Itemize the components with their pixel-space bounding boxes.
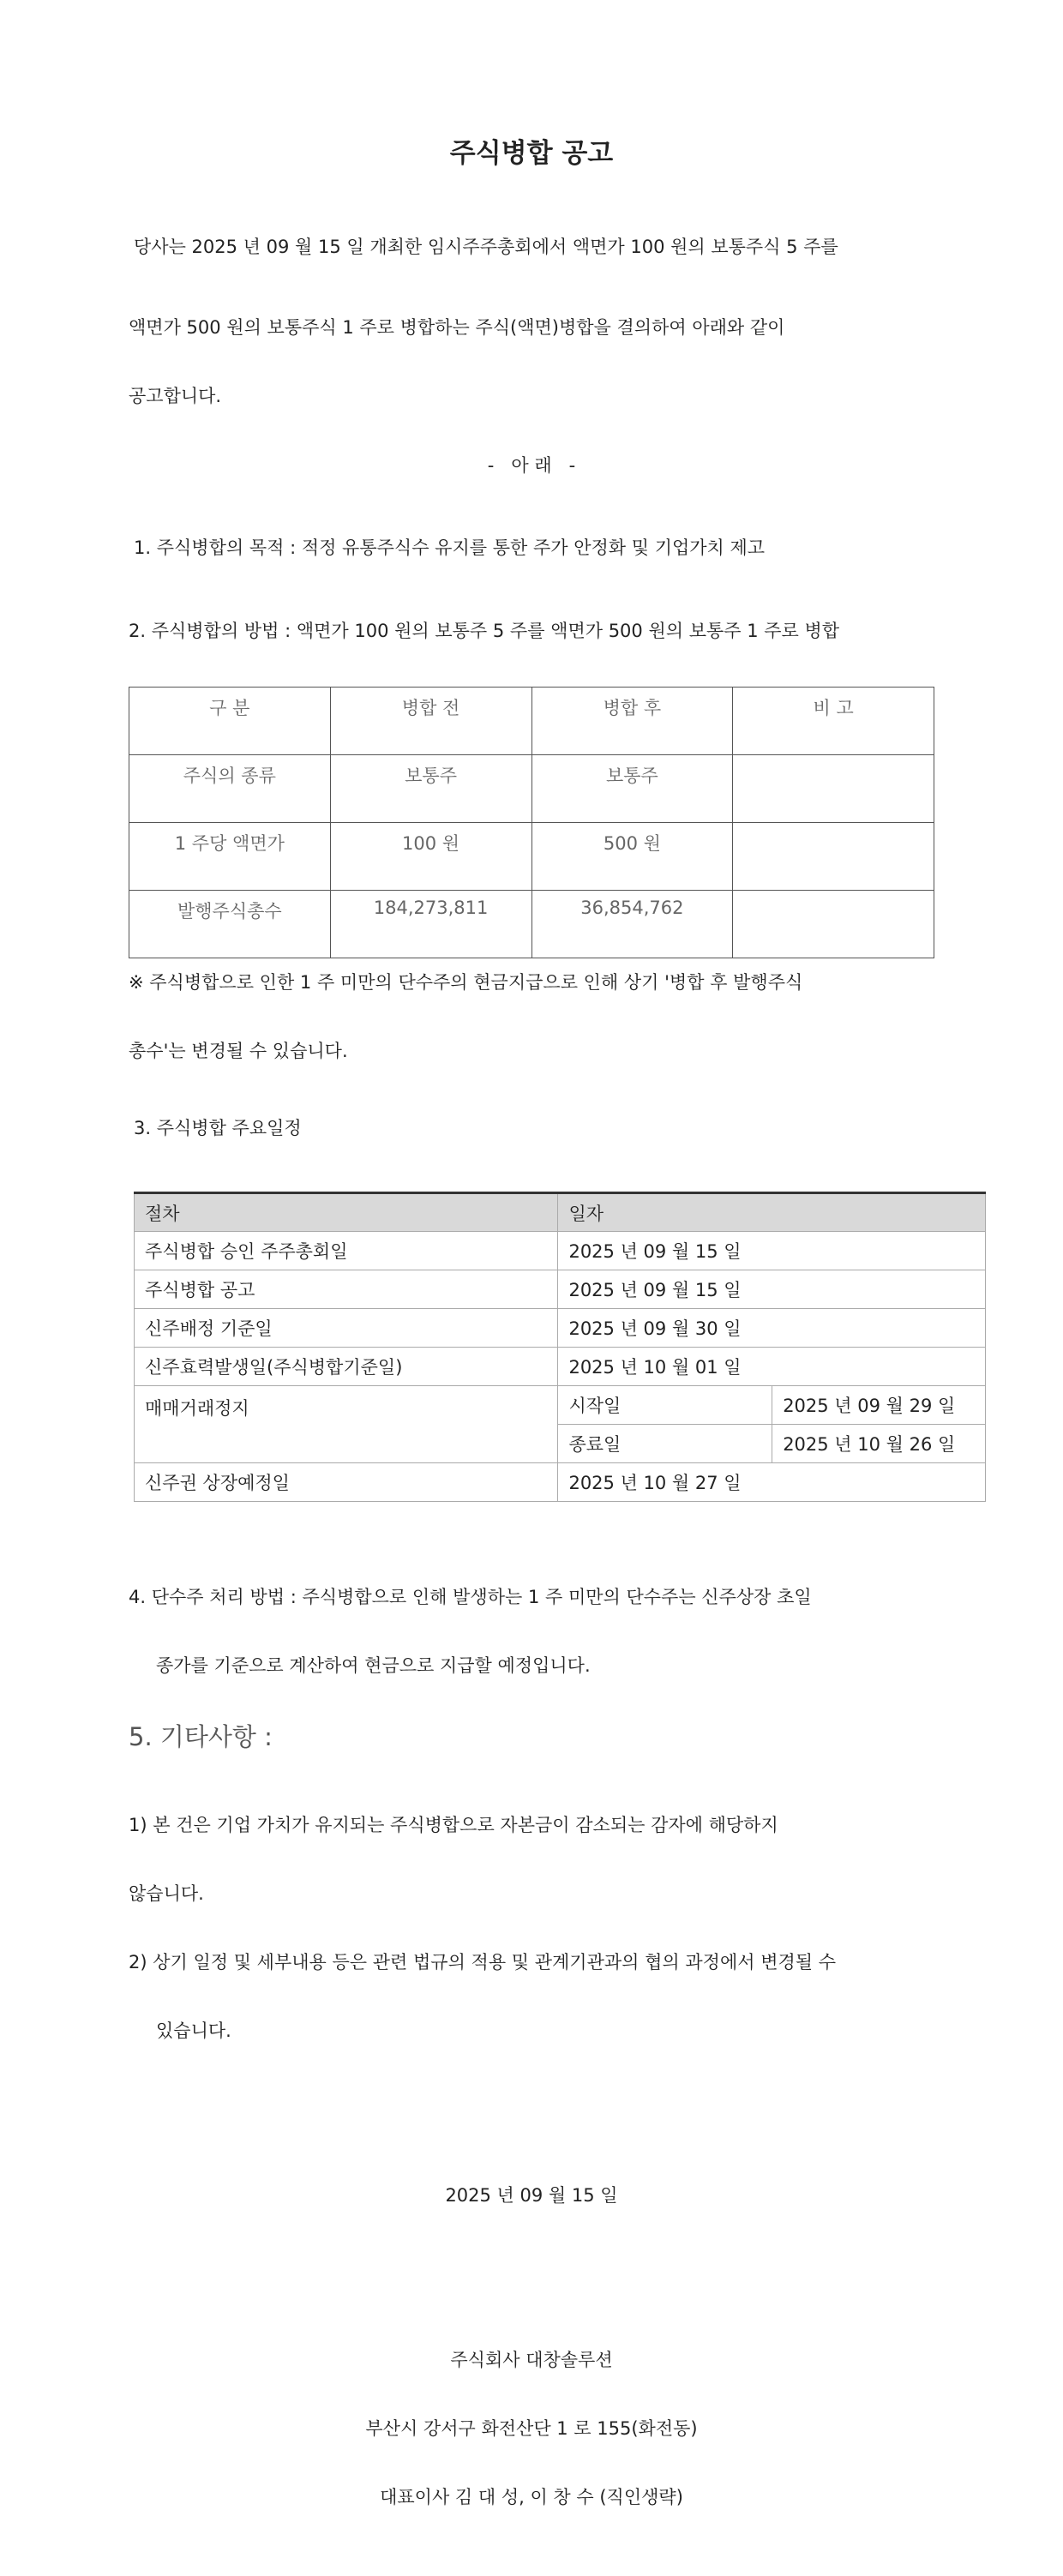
table-row [135,1270,986,1309]
company-name: 주식회사 대창솔루션 [450,2350,613,2370]
company-address: 부산시 강서구 화전산단 1 로 155(화전동) [365,2418,698,2439]
table-row [135,1386,986,1425]
table-cell: 주식병합 승인 주주총회일 [135,1232,558,1270]
table-cell: 매매거래정지 [135,1386,558,1463]
table-cell: 100 원 [330,823,532,891]
etc-2-line-2: 있습니다. [156,2021,231,2041]
table-header-cell: 비 고 [733,688,934,755]
item-5-heading: 5. 기타사항 : [129,1722,273,1751]
table-cell: 2025 년 10 월 27 일 [558,1463,986,1502]
table-row [129,823,934,891]
item-2-method: 2. 주식병합의 방법 : 액면가 100 원의 보통주 5 주를 액면가 500 원의 보통주 1 주로 병합 [129,621,840,641]
table-cell: 184,273,811 [330,891,532,958]
below-marker: - 아 래 - [487,455,576,476]
item-4-line-2: 종가를 기준으로 계산하여 현금으로 지급할 예정입니다. [156,1655,591,1676]
table-cell: 종료일 [558,1425,772,1463]
table-row [135,1232,986,1270]
table-row [135,1309,986,1348]
table-cell: 신주효력발생일(주식병합기준일) [135,1348,558,1386]
table-header-cell: 일자 [558,1193,986,1232]
table-cell: 보통주 [532,755,733,823]
table-cell: 주식병합 공고 [135,1270,558,1309]
table-cell [733,823,934,891]
item-3-schedule-heading: 3. 주식병합 주요일정 [134,1118,302,1138]
intro-line-2: 액면가 500 원의 보통주식 1 주로 병합하는 주식(액면)병합을 결의하여 아래와 같이 [129,317,785,338]
table-cell: 500 원 [532,823,733,891]
table-cell: 2025 년 09 월 15 일 [558,1270,986,1309]
table-cell: 36,854,762 [532,891,733,958]
table-cell [733,755,934,823]
item-1-purpose: 1. 주식병합의 목적 : 적정 유통주식수 유지를 통한 주가 안정화 및 기업가치 제고 [134,537,766,558]
table-cell: 시작일 [558,1386,772,1425]
table-row [135,1348,986,1386]
table-cell: 2025 년 10 월 26 일 [772,1425,986,1463]
announcement-date: 2025 년 09 월 15 일 [445,2185,618,2206]
table-header-row [129,688,934,755]
table-cell: 보통주 [330,755,532,823]
table-header-cell: 병합 후 [532,688,733,755]
table-cell: 신주권 상장예정일 [135,1463,558,1502]
note-line-1: ※ 주식병합으로 인한 1 주 미만의 단수주의 현금지급으로 인해 상기 '병합 후 발행주식 [129,972,803,993]
table-cell: 2025 년 09 월 15 일 [558,1232,986,1270]
table-header-cell: 병합 전 [330,688,532,755]
table-header-cell: 구 분 [129,688,331,755]
table-cell: 2025 년 09 월 30 일 [558,1309,986,1348]
table-row [129,755,934,823]
merger-comparison-table [129,687,934,958]
table-cell: 발행주식총수 [129,891,331,958]
table-header-row [135,1193,986,1232]
schedule-table [134,1192,986,1502]
table-cell: 1 주당 액면가 [129,823,331,891]
item-4-line-1: 4. 단수주 처리 방법 : 주식병합으로 인해 발생하는 1 주 미만의 단수주는 신주상장 초일 [129,1587,812,1607]
etc-1-line-1: 1) 본 건은 기업 가치가 유지되는 주식병합으로 자본금이 감소되는 감자에 해당하지 [129,1815,778,1835]
table-row [135,1463,986,1502]
note-line-2: 총수'는 변경될 수 있습니다. [129,1041,348,1061]
etc-2-line-1: 2) 상기 일정 및 세부내용 등은 관련 법규의 적용 및 관계기관과의 협의 과정에서 변경될 수 [129,1952,837,1973]
table-header-cell: 절차 [135,1193,558,1232]
table-row [129,891,934,958]
table-cell: 2025 년 10 월 01 일 [558,1348,986,1386]
ceo-names: 대표이사 김 대 성, 이 창 수 (직인생략) [380,2487,683,2507]
table-cell [733,891,934,958]
table-cell: 신주배정 기준일 [135,1309,558,1348]
table-cell: 2025 년 09 월 29 일 [772,1386,986,1425]
page-title: 주식병합 공고 [449,138,614,169]
intro-line-3: 공고합니다. [129,386,222,406]
etc-1-line-2: 않습니다. [129,1883,204,1904]
intro-line-1: 당사는 2025 년 09 월 15 일 개최한 임시주주총회에서 액면가 100 원의 보통주식 5 주를 [134,237,838,257]
table-cell: 주식의 종류 [129,755,331,823]
